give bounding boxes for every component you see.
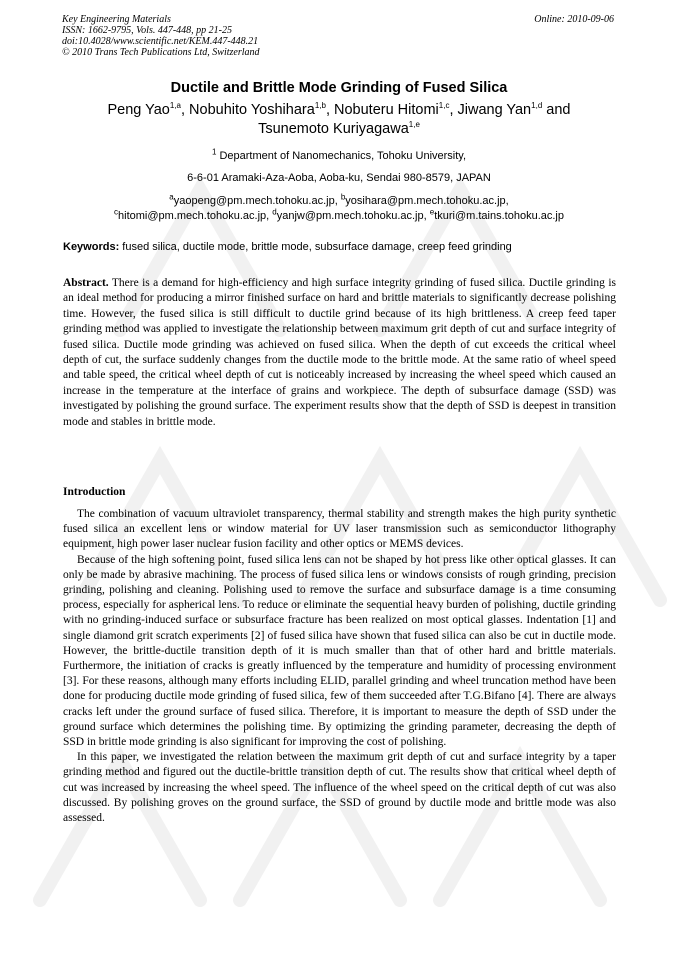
author-name: Peng Yao [107, 102, 170, 118]
email-address: yaopeng@pm.mech.tohoku.ac.jp [173, 195, 335, 207]
paragraph: Because of the high softening point, fused silica lens can not be shaped by hot press like other optical glasses. It can only be made by abrasive machining. The process of fused silica lens or windows consists of rough grinding, precision grinding, polishing and cleaning. Polishing used to remove the surface and subsurface damage is a time consuming process, especially for aspherical lens. To reduce or eliminate the sequential heavy burden of polishing, ductile grinding with no grinding-induced surface or subsurface fracture has been realized on most optical glasses. Indentation [1] and single diamond grit scratch experiments [2] of fused silica have shown that fused silica can also be cut in ductile mode. However, the brittle-ductile transition depth of it is much smaller than that of other hard and brittle materials. Furthermore, the initiation of cracks is greatly influenced by the temperature and humidity of processing environment [3]. For these reasons, although many efforts including ELID, parallel grinding and wheel truncation method have been done for producing ductile mode grinding of fused silica, few of them succeeded after T.G.Bifano [4]. There are always cracks left under the ground surface of fused silica. Therefore, it is important to measure the depth of SSD under the ground surface which determines the polishing time. By optimizing the grinding parameter, decreasing the depth of SSD in brittle mode grinding is also significant for improving the cost of polishing. [63, 553, 616, 749]
email-mark: d [272, 207, 277, 217]
author-affiliation-mark: 1,c [438, 101, 450, 111]
issn-line: ISSN: 1662-9795, Vols. 447-448, pp 21-25 [62, 25, 232, 36]
author-separator: , [325, 102, 334, 118]
email-address: tkuri@m.tains.tohoku.ac.jp [434, 210, 564, 222]
email-mark: c [114, 207, 119, 217]
affiliation-mark: 1 [211, 147, 217, 157]
email-address: hitomi@pm.mech.tohoku.ac.jp [118, 210, 267, 222]
abstract-label: Abstract. [63, 277, 109, 289]
paragraph: In this paper, we investigated the relation between the maximum grit depth of cut and surface integrity by a taper grinding method and figured out the ductile-brittle transition depth of cut. The results show that critical wheel depth of cut was increased by increasing the wheel speed. The influence of the wheel speed on the critical depth of cut was also discussed. By polishing groves on the ground surface, the SSD of ground by ductile mode and brittle mode was also assessed. [63, 751, 616, 825]
author-affiliation-mark: 1,a [169, 101, 181, 111]
journal-info [62, 14, 260, 58]
affiliation-department: Department of Nanomechanics, Tohoku University, [216, 150, 467, 162]
journal-name: Key Engineering Materials [62, 14, 171, 25]
email-address: yosihara@pm.mech.tohoku.ac.jp [345, 195, 506, 207]
doi-line: doi:10.4028/www.scientific.net/KEM.447-448.21 [62, 36, 259, 47]
author-affiliation-mark: 1,d [531, 101, 543, 111]
email-mark: b [340, 192, 346, 202]
paper-title: Ductile and Brittle Mode Grinding of Fused Silica [170, 80, 508, 96]
keywords-label: Keywords: [63, 241, 120, 253]
abstract-text: There is a demand for high-efficiency and high surface integrity grinding of fused silica. Ductile grinding is an ideal method for producing a mirror finished surface on hard and brittle materials to significantly decrease polishing time. However, the fused silica is still difficult to ductile grind because of its high brittleness. A creep feed taper grinding method was applied to investigate the relationship between maximum grit depth of cut and surface integrity of fused silica. Ductile mode grinding was achieved on fused silica. When the depth of cut exceeds the critical wheel depth of cut, the surface suddenly changes from the ductile mode to the brittle mode. At the same ratio of wheel speed and table speed, the critical wheel depth of cut is noticeably increased by increasing the wheel speed which caused an increase in the temperature at the interface of grains and workpiece. The depth of subsurface damage (SSD) was investigated by polishing the ground surface. The experiment results show that the depth of SSD is deepest in transition mode and stables in brittle mode. [63, 277, 616, 428]
paragraph: The combination of vacuum ultraviolet transparency, thermal stability and strength makes the high purity synthetic fused silica an excellent lens or window material for UV laser transmission such as semiconductor lithography equipment, high power laser nuclear fusion facility and other optics or MEMS devices. [63, 508, 616, 551]
author-separator: , [180, 102, 190, 118]
author-separator: , [449, 102, 458, 118]
affiliation-line-2: 6-6-01 Aramaki-Aza-Aoba, Aoba-ku, Sendai 980-8579, JAPAN [187, 172, 491, 184]
copyright-line: © 2010 Trans Tech Publications Ltd, Switzerland [62, 47, 260, 58]
author-name: Nobuhito Yoshihara [189, 102, 315, 118]
author-name: Nobuteru Hitomi [334, 102, 439, 118]
section-heading-introduction: Introduction [63, 486, 126, 498]
author-emails: $^a$yaopeng@pm.mech.tohoku.ac.jp, $^b$yosihara@pm.mech.tohoku.ac.jp, $^c$hitomi@pm.mech.tohoku.ac.jp, $^d$yanjw@pm.mech.tohoku.ac.jp, $^e$tkuri@m.tains.tohoku.ac.jp [114, 192, 564, 222]
email-address: yanjw@pm.mech.tohoku.ac.jp [276, 210, 424, 222]
email-mark: e [429, 207, 435, 217]
online-date: Online: 2010-09-06 [534, 14, 614, 25]
author-affiliation-mark: 1,b [314, 101, 326, 111]
abstract-section [63, 276, 616, 430]
author-separator: and [542, 102, 571, 118]
author-list [40, 101, 638, 139]
introduction-body [63, 507, 616, 826]
email-mark: a [169, 192, 174, 202]
author-name: Tsunemoto Kuriyagawa [258, 121, 409, 137]
keywords-text: fused silica, ductile mode, brittle mode, subsurface damage, creep feed grinding [119, 241, 512, 253]
keywords-section [63, 241, 618, 253]
author-name: Jiwang Yan [457, 102, 532, 118]
author-affiliation-mark: 1,e [408, 120, 420, 130]
affiliation-line-1 [0, 147, 678, 162]
